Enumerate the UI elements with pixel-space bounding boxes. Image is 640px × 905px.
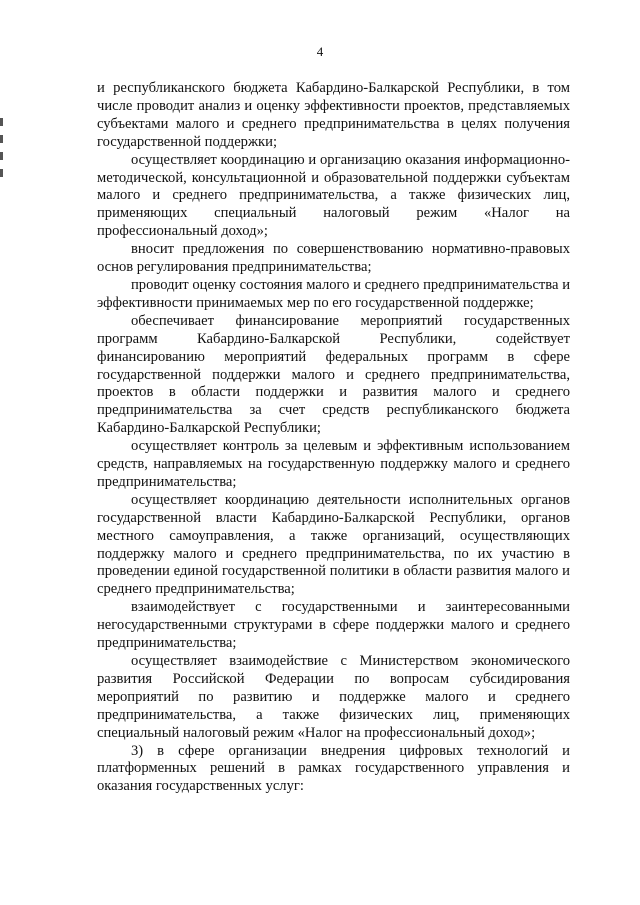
paragraph: и республиканского бюджета Кабардино-Балкарской Республики, в том числе проводит анализ и оценку эффективности проектов, представляемых субъектами малого и среднего предпринимательства в целях получения государственной поддержки; [97,80,570,150]
paragraph: вносит предложения по совершенствованию нормативно-правовых основ регулирования предпринимательства; [97,241,570,276]
paragraph: проводит оценку состояния малого и среднего предпринимательства и эффективности принимаемых мер по его государственной поддержке; [97,276,570,311]
paragraph: осуществляет взаимодействие с Министерством экономического развития Российской Федерации по вопросам субсидирования мероприятий по развитию и поддержке малого и среднего предпринимательства, а также физических лиц, применяющих специальный налоговый режим «Налог на профессиональный доход»; [97,653,570,741]
paragraph: осуществляет контроль за целевым и эффективным использованием средств, направляемых на государственную поддержку малого и среднего предпринимательства; [97,438,570,490]
paragraph: взаимодействует с государственными и заинтересованными негосударственными структурами в сфере поддержки малого и среднего предпринимательства; [97,599,570,652]
paragraph: 3) в сфере организации внедрения цифровых технологий и платформенных решений в рамках государственного управления и оказания государственных услуг: [97,742,570,795]
margin-stamp-mark [0,118,3,188]
page-number: 4 [316,44,324,59]
paragraph: осуществляет координацию деятельности исполнительных органов государственной власти Кабардино-Балкарской Республики, органов местного самоуправления, а также организаций, осуществляющих поддержку малого и среднего предпринимательства, по их участию в проведении единой государственной политики в области развития малого и среднего предпринимательства; [97,491,570,598]
paragraph: осуществляет координацию и организацию оказания информационно-методической, консультационной и образовательной поддержки субъектам малого и среднего предпринимательства, а также физических лиц, применяющих специальный налоговый режим «Налог на профессиональный доход»; [97,151,570,240]
paragraph: обеспечивает финансирование мероприятий государственных программ Кабардино-Балкарской Республики, содействует финансированию мероприятий федеральных программ в сфере государственной поддержки малого и среднего предпринимательства, проектов в области поддержки и развития малого и среднего предпринимательства за счет средств республиканского бюджета Кабардино-Балкарской Республики; [97,312,570,437]
document-body [97,80,570,796]
